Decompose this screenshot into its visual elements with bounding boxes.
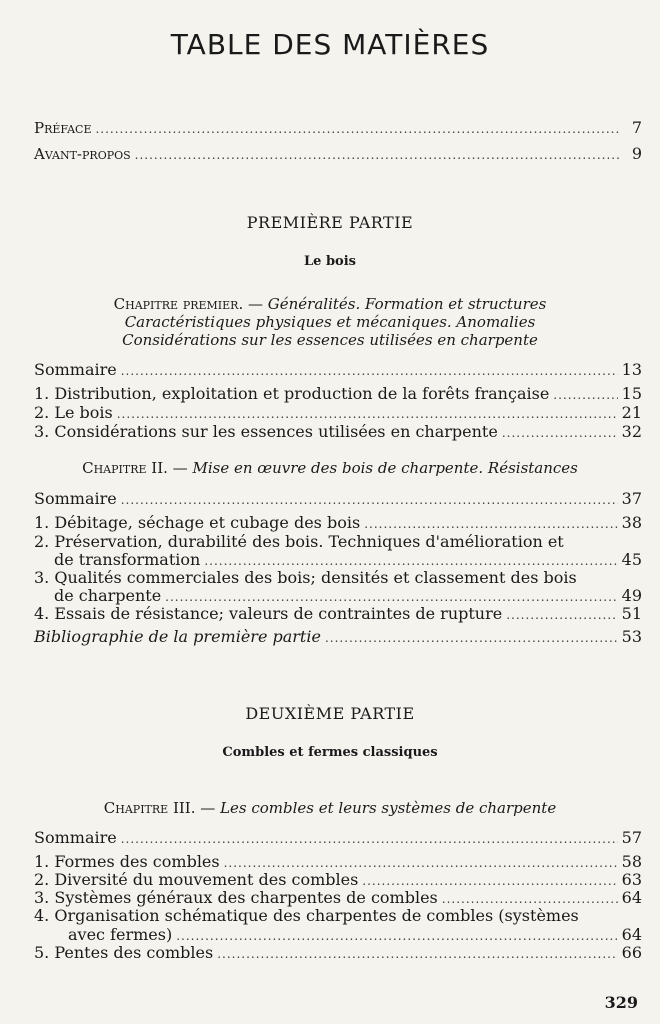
chapter-heading [0, 799, 660, 817]
leader-dots [502, 424, 618, 442]
chapter-title-line [0, 313, 660, 331]
toc-entry[interactable] [34, 404, 642, 423]
entry-label: 5. Pentes des combles [34, 943, 214, 962]
entry-label: Sommaire [34, 828, 117, 847]
entry-page: 32 [621, 422, 642, 441]
entry-page: 21 [621, 403, 642, 422]
leader-dots [121, 830, 618, 848]
entry-label: de charpente [54, 586, 162, 605]
entry-page: 9 [631, 144, 642, 163]
toc-entry[interactable] [34, 514, 642, 533]
part-subheading: Combles et fermes classiques [222, 745, 438, 760]
chapter-title: Généralités. Formation et structures [267, 295, 547, 313]
entry-label: Avant-propos [34, 145, 131, 163]
entry-label: Sommaire [34, 489, 117, 508]
toc-entry-avant-propos[interactable] [34, 145, 642, 164]
entry-page: 49 [621, 586, 642, 605]
leader-dots [121, 491, 618, 509]
part-heading: PREMIÈRE PARTIE [246, 213, 414, 232]
entry-label: 3. Systèmes généraux des charpentes de combles [34, 888, 438, 907]
entry-page: 53 [621, 627, 642, 646]
chapter-title: Les combles et leurs systèmes de charpente [220, 799, 557, 817]
entry-label: Préface [34, 119, 92, 137]
toc-entry-preface[interactable] [34, 119, 642, 138]
entry-label: avec fermes) [68, 925, 173, 944]
leader-dots [121, 362, 618, 380]
entry-label: 2. Le bois [34, 403, 113, 422]
toc-entry[interactable] [34, 829, 642, 848]
entry-page: 13 [621, 360, 642, 379]
entry-page: 58 [621, 852, 642, 871]
entry-page: 7 [631, 118, 642, 137]
leader-dots [506, 606, 617, 624]
part-subheading: Le bois [304, 254, 356, 269]
chapter-prefix: Chapitre II. — [82, 459, 188, 477]
entry-page: 38 [621, 513, 642, 532]
toc-entry[interactable] [34, 361, 642, 380]
entry-page: 57 [621, 828, 642, 847]
toc-entry[interactable] [34, 490, 642, 509]
page-title: TABLE DES MATIÈRES [170, 28, 490, 61]
leader-dots [117, 405, 618, 423]
part-heading: DEUXIÈME PARTIE [245, 704, 415, 723]
entry-label: 1. Distribution, exploitation et production de la forêts française [34, 384, 550, 403]
toc-entry[interactable] [34, 385, 642, 404]
leader-dots [325, 629, 618, 647]
entry-page: 51 [621, 604, 642, 623]
chapter-heading [0, 295, 660, 313]
leader-dots [553, 386, 617, 404]
chapter-title: Mise en œuvre des bois de charpente. Résistances [192, 459, 578, 477]
entry-label: de transformation [54, 550, 201, 569]
toc-entry[interactable] [34, 605, 642, 624]
entry-page: 63 [621, 870, 642, 889]
entry-label: 3. Considérations sur les essences utilisées en charpente [34, 422, 498, 441]
entry-label: Bibliographie de la première partie [34, 627, 321, 646]
chapter-prefix: Chapitre III. — [103, 799, 216, 817]
toc-entry[interactable] [34, 944, 642, 963]
entry-label: 2. Diversité du mouvement des combles [34, 870, 359, 889]
chapter-title: Caractéristiques physiques et mécaniques. Anomalies [124, 313, 536, 331]
entry-page: 66 [621, 943, 642, 962]
toc-entry-line1: 3. Qualités commerciales des bois; densités et classement des bois [34, 568, 577, 587]
toc-entry-line1: 4. Organisation schématique des charpentes de combles (systèmes [34, 906, 579, 925]
leader-dots [176, 927, 617, 945]
entry-page: 64 [621, 925, 642, 944]
entry-label: 1. Débitage, séchage et cubage des bois [34, 513, 361, 532]
leader-dots [364, 515, 617, 533]
entry-page: 64 [621, 888, 642, 907]
toc-entry-line1: 2. Préservation, durabilité des bois. Techniques d'amélioration et [34, 532, 564, 551]
entry-page: 37 [621, 489, 642, 508]
chapter-title-line [0, 331, 660, 349]
toc-entry-bibliography[interactable] [34, 628, 642, 647]
entry-label: Sommaire [34, 360, 117, 379]
entry-label: 4. Essais de résistance; valeurs de contraintes de rupture [34, 604, 503, 623]
chapter-prefix: Chapitre premier. — [113, 295, 263, 313]
entry-page: 45 [621, 550, 642, 569]
chapter-heading [0, 459, 660, 477]
leader-dots [217, 945, 617, 963]
toc-entry[interactable] [34, 423, 642, 442]
entry-page: 15 [621, 384, 642, 403]
leader-dots [135, 146, 620, 164]
leader-dots [95, 120, 620, 138]
page-number: 329 [604, 993, 638, 1012]
entry-label: 1. Formes des combles [34, 852, 220, 871]
chapter-title: Considérations sur les essences utilisées en charpente [122, 331, 538, 349]
